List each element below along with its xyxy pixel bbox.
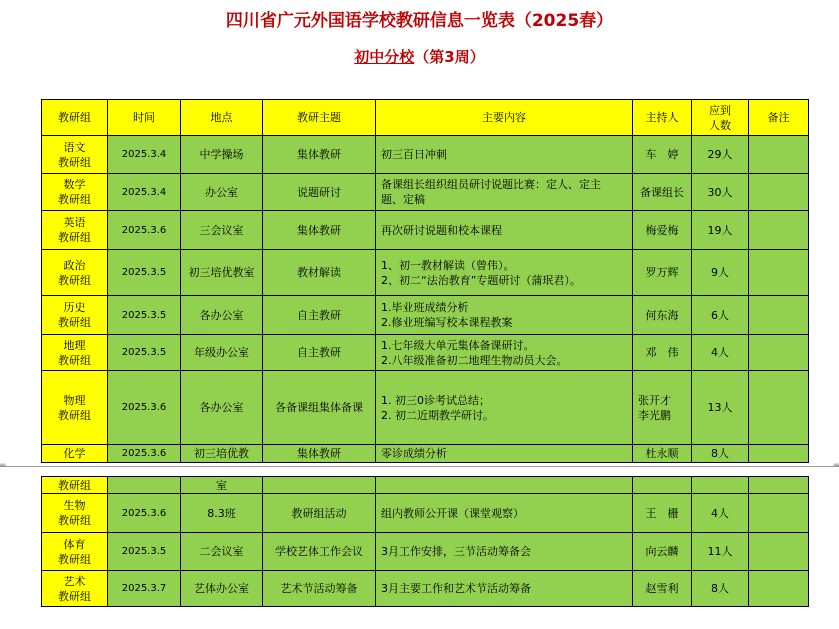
group-suffix: 教研组 xyxy=(58,552,91,566)
group-name: 艺术 xyxy=(63,574,86,588)
count-cell: 4人 xyxy=(692,335,749,371)
topic-cell: 艺术节活动筹备 xyxy=(263,571,376,607)
host-name: 李光鹏 xyxy=(638,408,671,422)
group-cell xyxy=(42,533,108,571)
table-row xyxy=(42,494,809,533)
topic-cell: 教研组活动 xyxy=(263,494,376,533)
place-cell: 艺体办公室 xyxy=(181,571,263,607)
header-count-line2: 人数 xyxy=(709,118,731,132)
count-cell: 9人 xyxy=(692,250,749,296)
content-line: 1、初一教材解读（曾伟）。 xyxy=(381,258,515,272)
header-note: 备注 xyxy=(749,100,809,136)
group-name: 物理 xyxy=(63,393,86,407)
time-cell: 2025.3.4 xyxy=(108,136,181,174)
table-row xyxy=(42,296,809,335)
place-cell: 各办公室 xyxy=(181,371,263,445)
note-cell xyxy=(749,571,809,607)
header-count xyxy=(692,100,749,136)
group-cell xyxy=(42,371,108,445)
content-cell xyxy=(376,136,633,174)
count-cell: 30人 xyxy=(692,174,749,211)
topic-cell: 自主教研 xyxy=(263,296,376,335)
content-cell xyxy=(376,477,633,494)
time-cell: 2025.3.4 xyxy=(108,174,181,211)
topic-cell: 集体教研 xyxy=(263,136,376,174)
page-break-marker-right: ═ xyxy=(833,461,839,471)
content-cell xyxy=(376,371,633,445)
host-cell: 车 婷 xyxy=(633,136,692,174)
table-row xyxy=(42,445,809,463)
content-line: 2. 初二近期教学研讨。 xyxy=(381,408,494,422)
place-cell: 各办公室 xyxy=(181,296,263,335)
group-suffix: 教研组 xyxy=(58,231,91,244)
table-row xyxy=(42,571,809,607)
group-cell: 化学 xyxy=(42,445,108,463)
group-name: 体育 xyxy=(63,537,86,551)
host-cell: 赵雪利 xyxy=(633,571,692,607)
content-cell: 3月工作安排，三节活动筹备会 xyxy=(376,533,633,571)
place-cell: 室 xyxy=(181,477,263,494)
time-cell: 2025.3.5 xyxy=(108,296,181,335)
count-cell: 4人 xyxy=(692,494,749,533)
page-break-marker-left: ═ xyxy=(0,461,6,471)
time-cell: 2025.3.6 xyxy=(108,494,181,533)
time-cell: 2025.3.6 xyxy=(108,445,181,463)
group-suffix: 教研组 xyxy=(58,514,91,527)
content-line: 初三百日冲刺 xyxy=(381,148,447,161)
note-cell xyxy=(749,136,809,174)
campus-name: 初中分校 xyxy=(354,48,415,66)
content-line: 2.八年级准备初二地理生物动员大会。 xyxy=(381,353,568,367)
content-cell xyxy=(376,250,633,296)
host-cell: 备课组长 xyxy=(633,174,692,211)
note-cell xyxy=(749,494,809,533)
group-name: 数学 xyxy=(63,178,86,191)
host-cell: 何东海 xyxy=(633,296,692,335)
place-cell: 初三培优教 xyxy=(181,445,263,463)
group-name: 历史 xyxy=(63,301,86,314)
header-host: 主持人 xyxy=(633,100,692,136)
count-cell: 11人 xyxy=(692,533,749,571)
content-line: 2.修业班编写校本课程教案 xyxy=(381,316,513,329)
content-line: 再次研讨说题和校本课程 xyxy=(381,223,502,237)
count-cell xyxy=(692,477,749,494)
content-line: 1.七年级大单元集体备课研讨。 xyxy=(381,338,535,352)
header-content: 主要内容 xyxy=(376,100,633,136)
host-cell: 罗万辉 xyxy=(633,250,692,296)
header-group: 教研组 xyxy=(42,100,108,136)
table-row xyxy=(42,371,809,445)
table-row xyxy=(42,250,809,296)
table-row xyxy=(42,174,809,211)
group-suffix: 教研组 xyxy=(58,408,91,422)
topic-cell: 说题研讨 xyxy=(263,174,376,211)
group-cell xyxy=(42,211,108,250)
place-cell: 三会议室 xyxy=(181,211,263,250)
host-cell xyxy=(633,371,692,445)
topic-cell: 集体教研 xyxy=(263,211,376,250)
note-cell xyxy=(749,211,809,250)
content-cell: 3月主要工作和艺术节活动筹备 xyxy=(376,571,633,607)
group-cell xyxy=(42,174,108,211)
table-row xyxy=(42,335,809,371)
group-cell xyxy=(42,296,108,335)
schedule-table xyxy=(41,99,809,463)
group-suffix: 教研组 xyxy=(58,316,91,329)
page-break-line xyxy=(0,466,839,467)
count-cell: 6人 xyxy=(692,296,749,335)
group-suffix: 教研组 xyxy=(58,193,91,206)
group-name: 政治 xyxy=(63,258,86,272)
count-cell: 19人 xyxy=(692,211,749,250)
table-row xyxy=(42,477,809,494)
group-name: 英语 xyxy=(63,216,86,229)
content-cell: 零诊成绩分析 xyxy=(376,445,633,463)
group-cell xyxy=(42,136,108,174)
group-suffix: 教研组 xyxy=(58,155,91,169)
host-cell: 梅爱梅 xyxy=(633,211,692,250)
note-cell xyxy=(749,371,809,445)
content-cell xyxy=(376,335,633,371)
content-cell xyxy=(376,174,633,211)
group-name: 生物 xyxy=(63,499,86,512)
content-line: 题、定稿 xyxy=(381,193,425,206)
note-cell xyxy=(749,445,809,463)
count-cell: 8人 xyxy=(692,445,749,463)
time-cell: 2025.3.5 xyxy=(108,335,181,371)
note-cell xyxy=(749,250,809,296)
group-cell xyxy=(42,250,108,296)
place-cell: 二会议室 xyxy=(181,533,263,571)
content-line: 1. 初三0诊考试总结； xyxy=(381,393,490,407)
place-cell: 8.3班 xyxy=(181,494,263,533)
group-suffix: 教研组 xyxy=(58,273,91,287)
topic-cell: 各备课组集体备课 xyxy=(263,371,376,445)
count-cell: 13人 xyxy=(692,371,749,445)
host-cell: 王 栅 xyxy=(633,494,692,533)
topic-cell: 学校艺体工作会议 xyxy=(263,533,376,571)
group-suffix: 教研组 xyxy=(58,353,91,367)
group-name: 语文 xyxy=(63,140,86,154)
time-cell xyxy=(108,477,181,494)
group-name: 地理 xyxy=(63,338,86,352)
schedule-table-continued xyxy=(41,476,809,607)
place-cell: 初三培优教室 xyxy=(181,250,263,296)
table-row xyxy=(42,533,809,571)
host-cell: 向云麟 xyxy=(633,533,692,571)
host-name: 张开才 xyxy=(638,393,671,407)
time-cell: 2025.3.6 xyxy=(108,211,181,250)
header-time: 时间 xyxy=(108,100,181,136)
topic-cell: 自主教研 xyxy=(263,335,376,371)
note-cell xyxy=(749,296,809,335)
content-cell: 组内教师公开课（课堂观察） xyxy=(376,494,633,533)
topic-cell: 教材解读 xyxy=(263,250,376,296)
host-cell: 邓 伟 xyxy=(633,335,692,371)
group-cell xyxy=(42,571,108,607)
topic-cell: 集体教研 xyxy=(263,445,376,463)
content-line: 2、初二“法治教育”专题研讨（蒲珉君）。 xyxy=(381,273,581,287)
time-cell: 2025.3.6 xyxy=(108,371,181,445)
host-cell xyxy=(633,477,692,494)
count-cell: 29人 xyxy=(692,136,749,174)
table-row xyxy=(42,211,809,250)
group-suffix: 教研组 xyxy=(58,589,91,603)
page-title: 四川省广元外国语学校教研信息一览表（2025春） xyxy=(225,11,614,31)
place-cell: 年级办公室 xyxy=(181,335,263,371)
content-cell xyxy=(376,296,633,335)
group-cell: 教研组 xyxy=(42,477,108,494)
note-cell xyxy=(749,174,809,211)
time-cell: 2025.3.7 xyxy=(108,571,181,607)
header-place: 地点 xyxy=(181,100,263,136)
place-cell: 中学操场 xyxy=(181,136,263,174)
topic-cell xyxy=(263,477,376,494)
header-count-line1: 应到 xyxy=(709,103,731,117)
host-cell: 杜永顺 xyxy=(633,445,692,463)
time-cell: 2025.3.5 xyxy=(108,250,181,296)
group-cell xyxy=(42,494,108,533)
page-subtitle xyxy=(0,46,839,67)
content-line: 1.毕业班成绩分析 xyxy=(381,301,469,314)
content-line: 备课组长组织组员研讨说题比赛：定人、定主 xyxy=(381,178,601,191)
content-cell xyxy=(376,211,633,250)
count-cell: 8人 xyxy=(692,571,749,607)
table-header-row xyxy=(42,100,809,136)
header-topic: 教研主题 xyxy=(263,100,376,136)
note-cell xyxy=(749,335,809,371)
note-cell xyxy=(749,533,809,571)
time-cell: 2025.3.5 xyxy=(108,533,181,571)
group-cell xyxy=(42,335,108,371)
week-label: （第3周） xyxy=(414,48,485,66)
table-row xyxy=(42,136,809,174)
note-cell xyxy=(749,477,809,494)
place-cell: 办公室 xyxy=(181,174,263,211)
